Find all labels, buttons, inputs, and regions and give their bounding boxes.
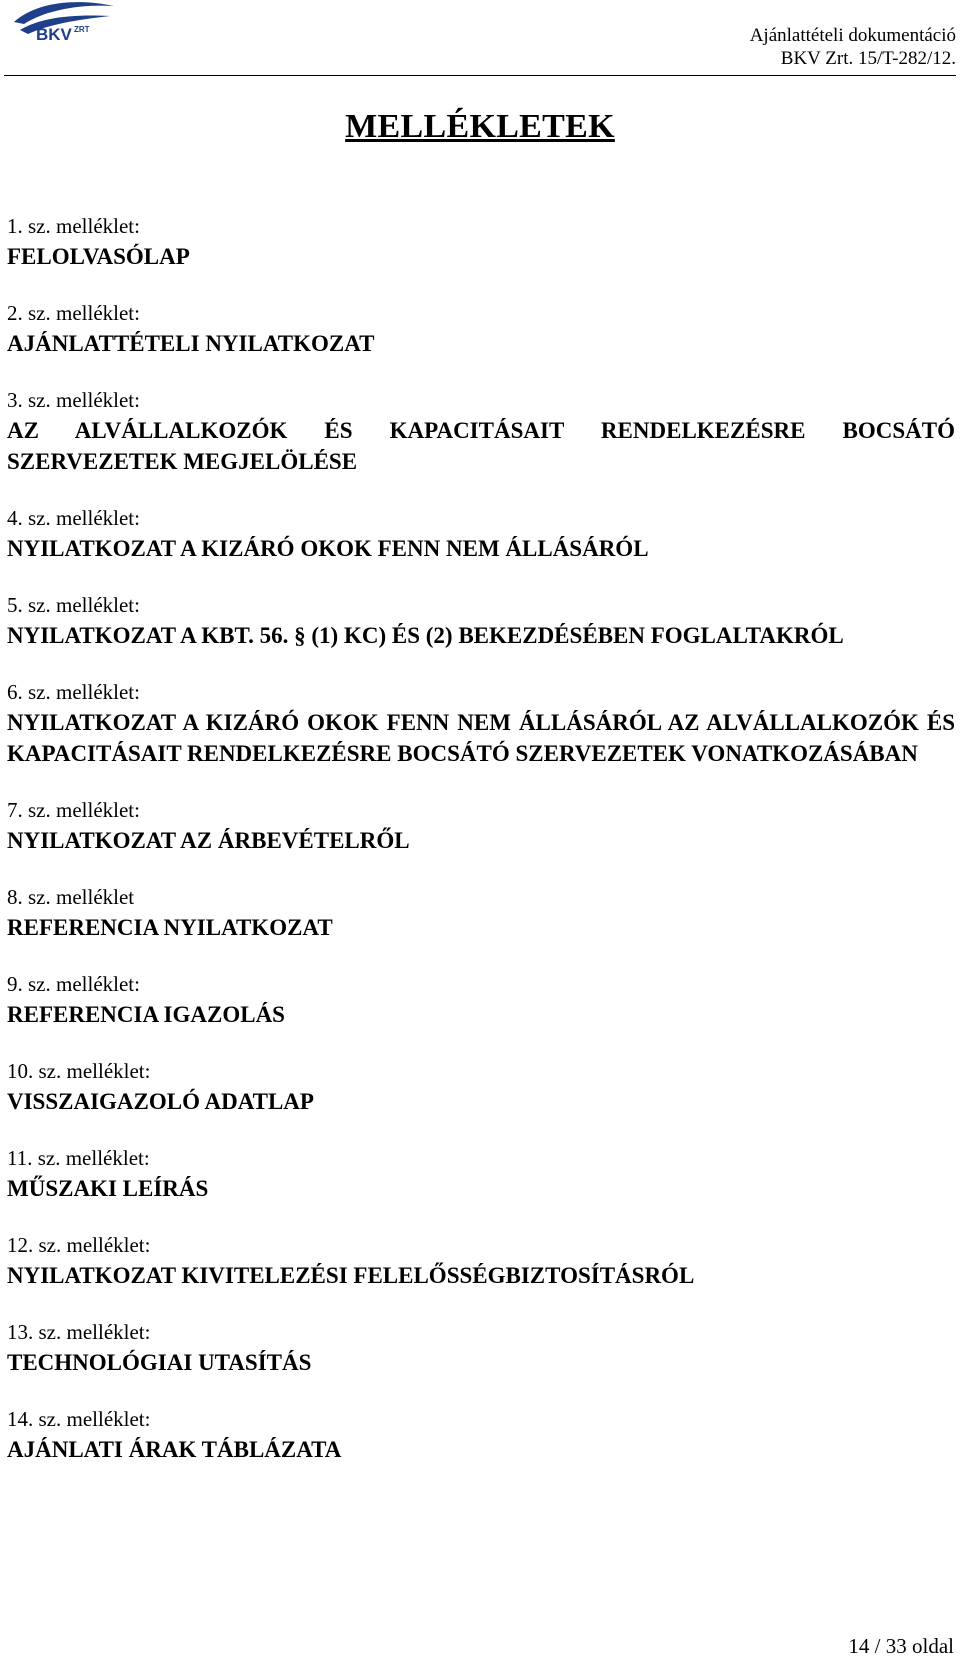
annex-item — [7, 677, 955, 769]
annex-item — [7, 590, 955, 651]
annex-title: NYILATKOZAT AZ ÁRBEVÉTELRŐL — [7, 828, 410, 853]
annex-title: NYILATKOZAT KIVITELEZÉSI FELELŐSSÉGBIZTOSÍTÁSRÓL — [7, 1263, 695, 1288]
annex-item — [7, 503, 955, 564]
annex-label: 10. sz. melléklet: — [7, 1059, 151, 1083]
annex-title: FELOLVASÓLAP — [7, 244, 190, 269]
annex-item — [7, 385, 955, 477]
annex-list — [7, 211, 955, 1465]
page-title: MELLÉKLETEK — [345, 108, 615, 145]
annex-item — [7, 1143, 955, 1204]
annex-item — [7, 1404, 955, 1465]
header-doc-title: Ajánlattételi dokumentáció — [749, 25, 956, 46]
annex-title: NYILATKOZAT A KIZÁRÓ OKOK FENN NEM ÁLLÁSÁRÓL — [7, 536, 649, 561]
annex-label: 14. sz. melléklet: — [7, 1407, 151, 1431]
annex-item — [7, 298, 955, 359]
annex-label: 6. sz. melléklet: — [7, 680, 140, 704]
annex-title: TECHNOLÓGIAI UTASÍTÁS — [7, 1350, 312, 1375]
annex-item — [7, 795, 955, 856]
annex-label: 4. sz. melléklet: — [7, 506, 140, 530]
annex-title: AZ ALVÁLLALKOZÓK ÉS KAPACITÁSAIT RENDELKEZÉSRE BOCSÁTÓ SZERVEZETEK MEGJELÖLÉSE — [7, 418, 955, 474]
annex-item — [7, 211, 955, 272]
annex-item — [7, 1317, 955, 1378]
annex-item — [7, 1056, 955, 1117]
annex-label: 12. sz. melléklet: — [7, 1233, 151, 1257]
annex-label: 13. sz. melléklet: — [7, 1320, 151, 1344]
annex-title: AJÁNLATTÉTELI NYILATKOZAT — [7, 331, 375, 356]
annex-title: REFERENCIA NYILATKOZAT — [7, 915, 333, 940]
header-doc-info — [750, 24, 956, 70]
annex-title: AJÁNLATI ÁRAK TÁBLÁZATA — [7, 1437, 342, 1462]
header-doc-ref: BKV Zrt. 15/T-282/12. — [780, 48, 956, 69]
annex-title: VISSZAIGAZOLÓ ADATLAP — [7, 1089, 314, 1114]
page-number: 14 / 33 oldal — [848, 1634, 954, 1658]
logo-text: BKV — [36, 25, 72, 44]
annex-label: 2. sz. melléklet: — [7, 301, 140, 325]
annex-item — [7, 969, 955, 1030]
annex-title: REFERENCIA IGAZOLÁS — [7, 1002, 285, 1027]
annex-title: NYILATKOZAT A KBT. 56. § (1) KC) ÉS (2) BEKEZDÉSÉBEN FOGLALTAKRÓL — [7, 623, 844, 648]
annex-label: 1. sz. melléklet: — [7, 214, 140, 238]
annex-label: 11. sz. melléklet: — [7, 1146, 150, 1170]
annex-item — [7, 1230, 955, 1291]
annex-label: 7. sz. melléklet: — [7, 798, 140, 822]
logo-sup: ZRT — [74, 25, 90, 34]
annex-label: 3. sz. melléklet: — [7, 388, 140, 412]
annex-label: 9. sz. melléklet: — [7, 972, 140, 996]
annex-label: 5. sz. melléklet: — [7, 593, 140, 617]
header-rule — [4, 75, 956, 76]
annex-item — [7, 882, 955, 943]
annex-label: 8. sz. melléklet — [7, 885, 135, 909]
bkv-logo — [6, 0, 118, 46]
page-header — [0, 0, 960, 80]
annex-title: NYILATKOZAT A KIZÁRÓ OKOK FENN NEM ÁLLÁSÁRÓL AZ ALVÁLLALKOZÓK ÉS KAPACITÁSAIT RENDELKEZÉSRE BOCSÁTÓ SZERVEZETEK VONATKOZÁSÁBAN — [7, 710, 955, 766]
annex-title: MŰSZAKI LEÍRÁS — [7, 1176, 209, 1201]
